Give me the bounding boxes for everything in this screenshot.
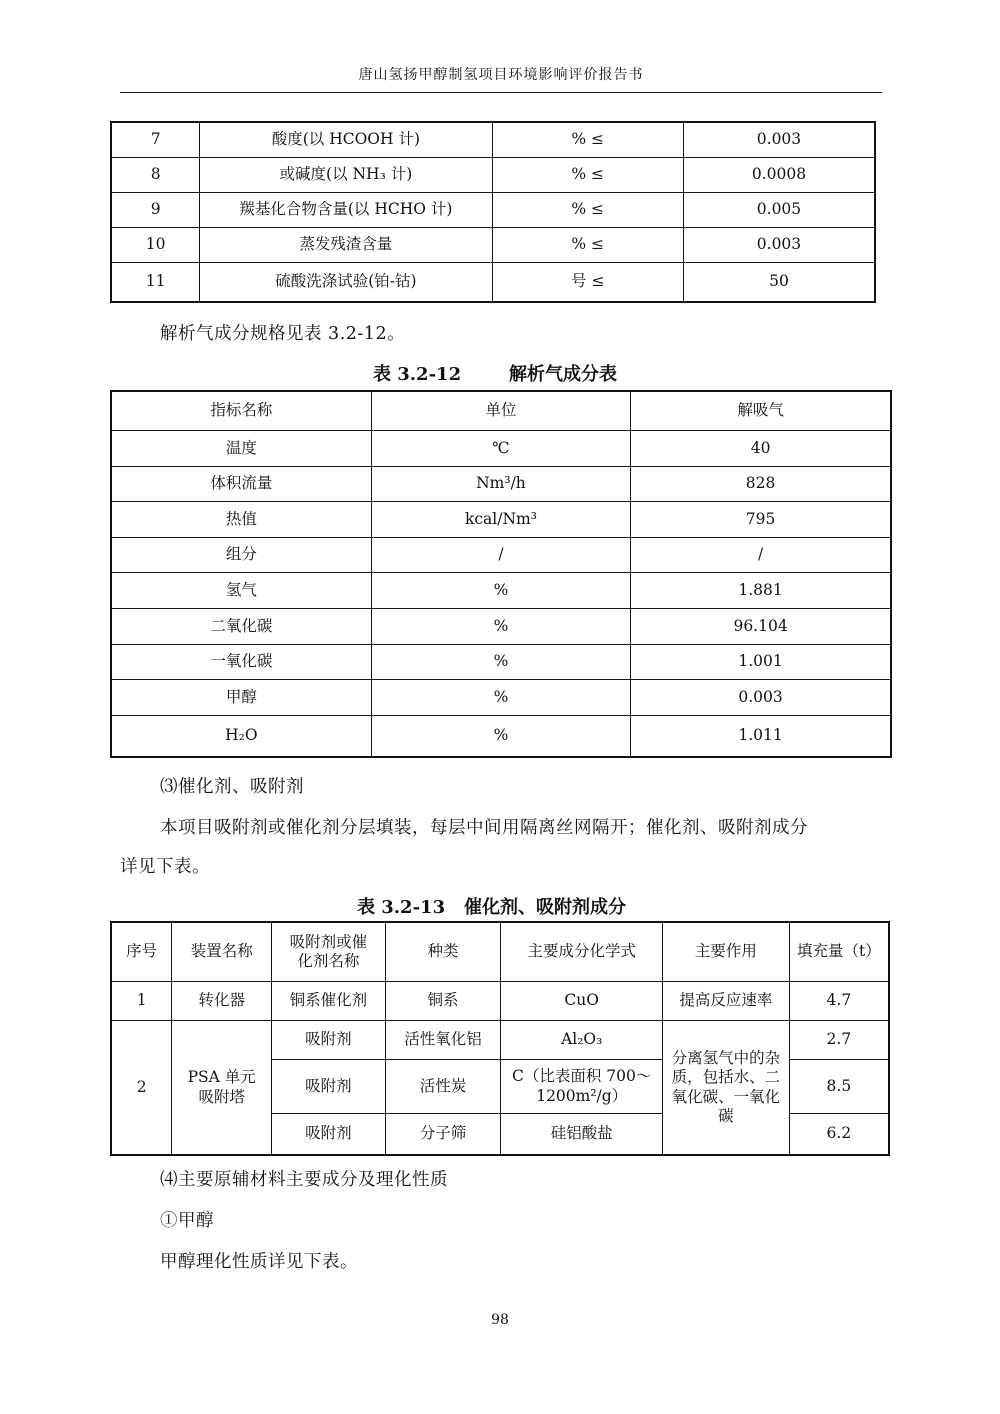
cell-amount: 8.5 xyxy=(789,1060,889,1114)
cell-amount: 2.7 xyxy=(789,1021,889,1060)
cell-formula: 硅铝酸盐 xyxy=(501,1114,663,1156)
table-caption-title: 催化剂、吸附剂成分 xyxy=(464,897,626,918)
cell-name: 吸附剂 xyxy=(272,1060,386,1114)
cell-indicator: 二氧化碳 xyxy=(111,608,371,644)
continued-spec-table xyxy=(110,121,876,303)
cell-unit: Nm³/h xyxy=(371,466,630,502)
cell-value: 0.003 xyxy=(631,680,891,716)
cell-value: 795 xyxy=(631,502,891,538)
cell-item: 酸度(以 HCOOH 计) xyxy=(200,122,492,158)
cell-item: 硫酸洗涤试验(铂-钴) xyxy=(200,263,492,303)
cell-device: PSA 单元吸附塔 xyxy=(172,1021,272,1156)
cell-indicator: 组分 xyxy=(111,537,371,573)
header-cell: 解吸气 xyxy=(631,391,891,431)
table-header-row xyxy=(111,391,891,431)
cell-type: 活性氧化铝 xyxy=(385,1021,501,1060)
cell-no: 10 xyxy=(111,228,200,263)
cell-amount: 6.2 xyxy=(789,1114,889,1156)
cell-value: 96.104 xyxy=(631,608,891,644)
table-row xyxy=(111,715,891,757)
cell-unit: % ≤ xyxy=(492,158,683,193)
header-cell: 主要作用 xyxy=(663,922,790,982)
cell-no: 8 xyxy=(111,158,200,193)
table-row xyxy=(111,228,875,263)
cell-name: 铜系催化剂 xyxy=(272,982,386,1021)
cell-formula: CuO xyxy=(501,982,663,1021)
header-cell: 单位 xyxy=(371,391,630,431)
paragraph: 甲醇理化性质详见下表。 xyxy=(160,1252,358,1272)
table-caption-number: 表 3.2-12 xyxy=(373,364,462,385)
cell-indicator: 温度 xyxy=(111,431,371,467)
cell-value: 1.011 xyxy=(631,715,891,757)
cell-name: 吸附剂 xyxy=(272,1114,386,1156)
cell-value: 0.005 xyxy=(683,193,875,228)
paragraph: 本项目吸附剂或催化剂分层填装，每层中间用隔离丝网隔开；催化剂、吸附剂成分 xyxy=(160,818,808,838)
cell-indicator: H₂O xyxy=(111,715,371,757)
table-row xyxy=(111,122,875,158)
cell-name: 吸附剂 xyxy=(272,1021,386,1060)
cell-type: 活性炭 xyxy=(385,1060,501,1114)
cell-unit: % ≤ xyxy=(492,193,683,228)
cell-unit: % xyxy=(371,680,630,716)
cell-unit: kcal/Nm³ xyxy=(371,502,630,538)
table-row xyxy=(111,982,889,1021)
cell-value: 0.003 xyxy=(683,228,875,263)
page-number: 98 xyxy=(491,1312,509,1328)
header-cell: 填充量（t） xyxy=(789,922,889,982)
table-caption-title: 解析气成分表 xyxy=(509,364,617,385)
section-heading: ⑷主要原辅材料主要成分及理化性质 xyxy=(160,1170,448,1190)
header-cell: 装置名称 xyxy=(172,922,272,982)
table-row xyxy=(111,263,875,303)
table-row xyxy=(111,431,891,467)
cell-no: 2 xyxy=(111,1021,172,1156)
cell-indicator: 甲醇 xyxy=(111,680,371,716)
table-row xyxy=(111,158,875,193)
table-row xyxy=(111,466,891,502)
cell-type: 铜系 xyxy=(385,982,501,1021)
cell-formula: C（比表面积 700～1200m²/g） xyxy=(501,1060,663,1114)
desorption-gas-table xyxy=(110,390,892,758)
cell-type: 分子筛 xyxy=(385,1114,501,1156)
cell-value: 828 xyxy=(631,466,891,502)
cell-value: 0.0008 xyxy=(683,158,875,193)
cell-indicator: 一氧化碳 xyxy=(111,644,371,680)
header-cell: 指标名称 xyxy=(111,391,371,431)
header-cell: 序号 xyxy=(111,922,172,982)
cell-no: 1 xyxy=(111,982,172,1021)
cell-item: 羰基化合物含量(以 HCHO 计) xyxy=(200,193,492,228)
cell-value: 1.881 xyxy=(631,573,891,609)
table-header-row xyxy=(111,922,889,982)
cell-unit: % xyxy=(371,608,630,644)
cell-formula: Al₂O₃ xyxy=(501,1021,663,1060)
table-row xyxy=(111,680,891,716)
cell-role: 提高反应速率 xyxy=(663,982,790,1021)
table-row xyxy=(111,608,891,644)
section-heading: ⑶催化剂、吸附剂 xyxy=(160,777,304,797)
header-cell: 种类 xyxy=(385,922,501,982)
cell-role: 分离氢气中的杂质，包括水、二氧化碳、一氧化碳 xyxy=(663,1021,790,1156)
cell-value: 50 xyxy=(683,263,875,303)
cell-no: 11 xyxy=(111,263,200,303)
paragraph-continuation: 详见下表。 xyxy=(120,857,210,877)
cell-value: / xyxy=(631,537,891,573)
cell-unit: % ≤ xyxy=(492,122,683,158)
header-cell: 吸附剂或催化剂名称 xyxy=(272,922,386,982)
cell-unit: 号 ≤ xyxy=(492,263,683,303)
table-caption-number: 表 3.2-13 xyxy=(357,897,446,918)
cell-item: 或碱度(以 NH₃ 计) xyxy=(200,158,492,193)
cell-amount: 4.7 xyxy=(789,982,889,1021)
cell-no: 7 xyxy=(111,122,200,158)
cell-unit: % xyxy=(371,573,630,609)
cell-unit: / xyxy=(371,537,630,573)
table-row xyxy=(111,1021,889,1060)
cell-value: 0.003 xyxy=(683,122,875,158)
table-row xyxy=(111,573,891,609)
table-row xyxy=(111,537,891,573)
cell-item: 蒸发残渣含量 xyxy=(200,228,492,263)
cell-unit: % ≤ xyxy=(492,228,683,263)
cell-indicator: 热值 xyxy=(111,502,371,538)
cell-unit: ℃ xyxy=(371,431,630,467)
table-row xyxy=(111,644,891,680)
cell-indicator: 氢气 xyxy=(111,573,371,609)
paragraph: 解析气成分规格见表 3.2-12。 xyxy=(160,324,406,344)
cell-device: 转化器 xyxy=(172,982,272,1021)
header-cell: 主要成分化学式 xyxy=(501,922,663,982)
table-row xyxy=(111,502,891,538)
table-row xyxy=(111,193,875,228)
header-rule xyxy=(120,92,882,93)
page-header: 唐山氢扬甲醇制氢项目环境影响评价报告书 xyxy=(358,67,644,83)
cell-unit: % xyxy=(371,715,630,757)
subsection-heading: ①甲醇 xyxy=(160,1211,214,1231)
cell-indicator: 体积流量 xyxy=(111,466,371,502)
cell-no: 9 xyxy=(111,193,200,228)
catalyst-adsorbent-table xyxy=(110,921,890,1156)
cell-value: 1.001 xyxy=(631,644,891,680)
cell-value: 40 xyxy=(631,431,891,467)
cell-unit: % xyxy=(371,644,630,680)
